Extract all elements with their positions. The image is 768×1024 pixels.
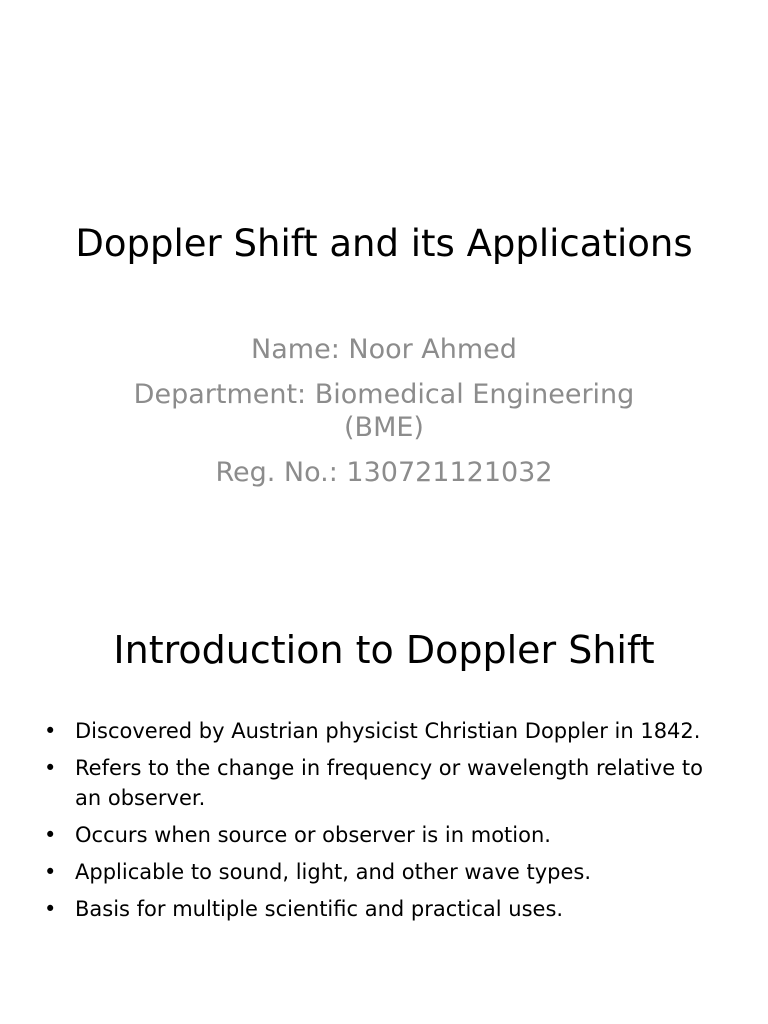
bullet-icon: •: [44, 860, 57, 884]
list-item: [44, 894, 734, 924]
presenter-name: Name: Noor Ahmed: [251, 334, 517, 365]
bullet-text: Refers to the change in frequency or wavelength relative to an observer.: [75, 756, 703, 810]
list-item: [44, 753, 734, 813]
bullet-icon: •: [44, 719, 57, 743]
bullet-icon: •: [44, 756, 57, 780]
presenter-reg-no: Reg. No.: 130721121032: [215, 457, 553, 488]
list-item: [44, 820, 734, 850]
slide-subtitle: [100, 333, 668, 501]
slide-title: Introduction to Doppler Shift: [113, 628, 655, 672]
bullet-text: Occurs when source or observer is in motion.: [75, 823, 551, 847]
intro-slide: [0, 576, 768, 1024]
presenter-department: Department: Biomedical Engineering (BME): [133, 379, 635, 443]
bullet-text: Basis for multiple scientific and practical uses.: [75, 897, 564, 921]
list-item: [44, 857, 734, 887]
slide-title: Doppler Shift and its Applications: [75, 222, 693, 265]
bullet-text: Discovered by Austrian physicist Christian Doppler in 1842.: [75, 719, 701, 743]
bullet-icon: •: [44, 897, 57, 921]
bullet-icon: •: [44, 823, 57, 847]
bullet-text: Applicable to sound, light, and other wave types.: [75, 860, 592, 884]
list-item: [44, 716, 734, 746]
bullet-list: [44, 716, 734, 931]
